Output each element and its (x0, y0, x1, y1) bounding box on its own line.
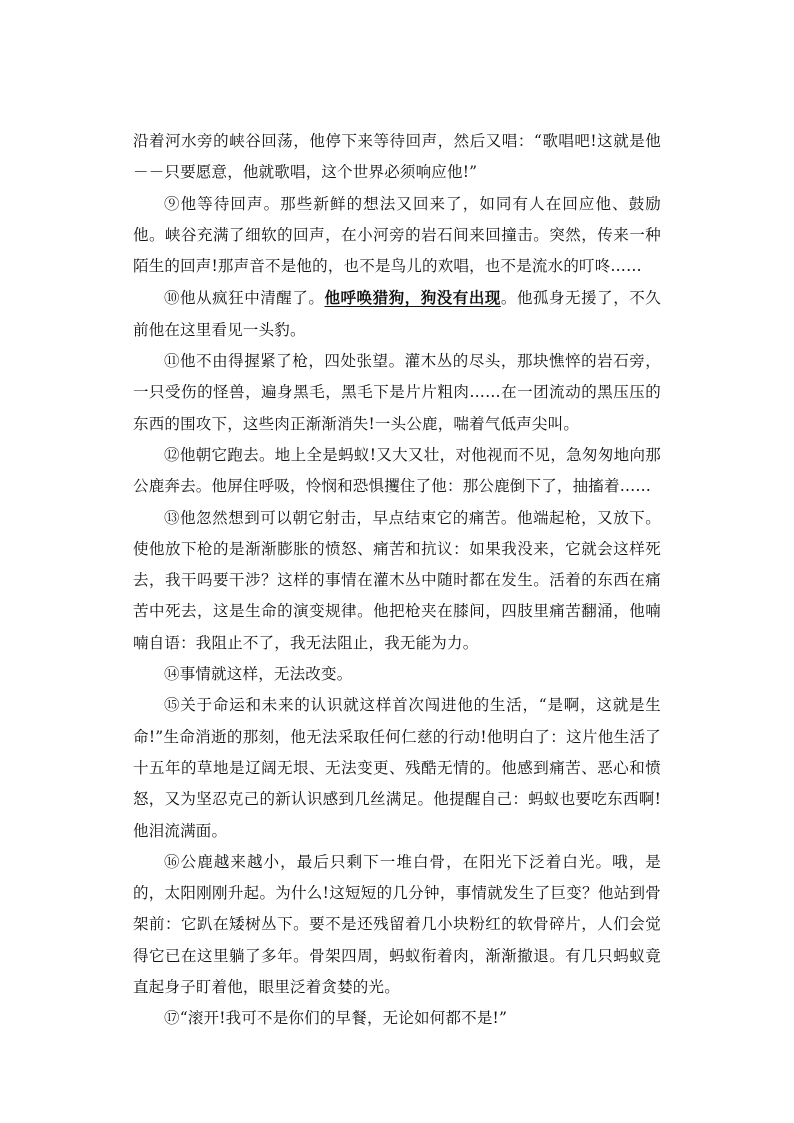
paragraph-number: ⑯ (164, 852, 181, 871)
paragraph-8-continued (133, 126, 661, 189)
paragraph-text: 关于命运和未来的认识就这样首次闯进他的生活，“是啊，这就是生命!”生命消逝的那刻，他无法采取任何仁慈的行动!他明白了：这片他生活了十五年的草地是辽阔无垠、无法变更、残酷无情的。他感到痛苦、恶心和愤怒，又为坚忍克己的新认识感到几丝满足。他提醒自己：蚂蚁也要吃东西啊!他泪流满面。 (133, 696, 661, 840)
paragraph-text: 他从疯狂中清醒了。 (180, 289, 325, 308)
paragraph-text: 事情就这样，无法改变。 (179, 665, 353, 684)
paragraph-15 (133, 690, 661, 846)
paragraph-14 (133, 659, 661, 690)
story-text (133, 126, 661, 1035)
paragraph-13 (133, 503, 661, 659)
paragraph-number: ⑮ (164, 696, 181, 715)
paragraph-number: ⑰ (164, 1009, 180, 1028)
paragraph-number: ⑪ (164, 352, 181, 371)
paragraph-number: ⑩ (164, 289, 181, 308)
paragraph-text: 他朝它跑去。地上全是蚂蚁!又大又壮，对他视而不见，急匆匆地向那公鹿奔去。他屏住呼吸，怜悯和恐惧攫住了他：那公鹿倒下了，抽搐着…… (133, 445, 661, 496)
paragraph-11 (133, 346, 661, 440)
paragraph-9 (133, 189, 661, 283)
paragraph-10 (133, 282, 661, 346)
paragraph-text: 。他孤身无援了，不久前他在这里看见一头豹。 (133, 289, 661, 339)
paragraph-number: ⑭ (164, 665, 180, 684)
paragraph-number: ⑫ (164, 445, 180, 464)
emphasized-sentence: 他呼唤猎狗，狗没有出现 (324, 288, 501, 308)
paragraph-text: 公鹿越来越小，最后只剩下一堆白骨，在阳光下泛着白光。哦，是的，太阳刚刚升起。为什么!这短短的几分钟，事情就发生了巨变？他站到骨架前：它趴在矮树丛下。要不是还残留着几小块粉红的软骨碎片，人们会觉得它已在这里躺了多年。骨架四周，蚂蚁衔着肉，渐渐撤退。有几只蚂蚁竟直起身子盯着他，眼里泛着贪婪的光。 (133, 852, 661, 997)
paragraph-12 (133, 440, 661, 503)
paragraph-number: ⑬ (164, 508, 181, 527)
paragraph-17 (133, 1003, 661, 1034)
paragraph-text: 他忽然想到可以朝它射击，早点结束它的痛苦。他端起枪，又放下。使他放下枪的是渐渐膨胀的愤怒、痛苦和抗议：如果我没来，它就会这样死去，我干吗要干涉？这样的事情在灌木丛中随时都在发生。活着的东西在痛苦中死去，这是生命的演变规律。他把枪夹在膝间，四肢里痛苦翻涌，他喃喃自语：我阻止不了，我无法阻止，我无能为力。 (133, 508, 661, 652)
paragraph-text: 他不由得握紧了枪，四处张望。灌木丛的尽头，那块憔悴的岩石旁，一只受伤的怪兽，遍身黑毛，黑毛下是片片粗肉……在一团流动的黑压压的东西的围攻下，这些肉正渐渐消失!一头公鹿，喘着气低声尖叫。 (133, 352, 661, 433)
paragraph-number: ⑨ (164, 194, 181, 213)
paragraph-text: “滚开!我可不是你们的早餐，无论如何都不是!” (179, 1009, 508, 1028)
paragraph-16 (133, 847, 661, 1003)
paragraph-text: 他等待回声。那些新鲜的想法又回来了，如同有人在回应他、鼓励他。峡谷充满了细软的回声，在小河旁的岩石间来回撞击。突然，传来一种陌生的回声!那声音不是他的，也不是鸟儿的欢唱，也不是流水的叮咚…… (133, 194, 661, 276)
paragraph-text: 沿着河水旁的峡谷回荡，他停下来等待回声，然后又唱：“歌唱吧!这就是他－－只要愿意，他就歌唱，这个世界必须响应他!” (133, 132, 661, 182)
